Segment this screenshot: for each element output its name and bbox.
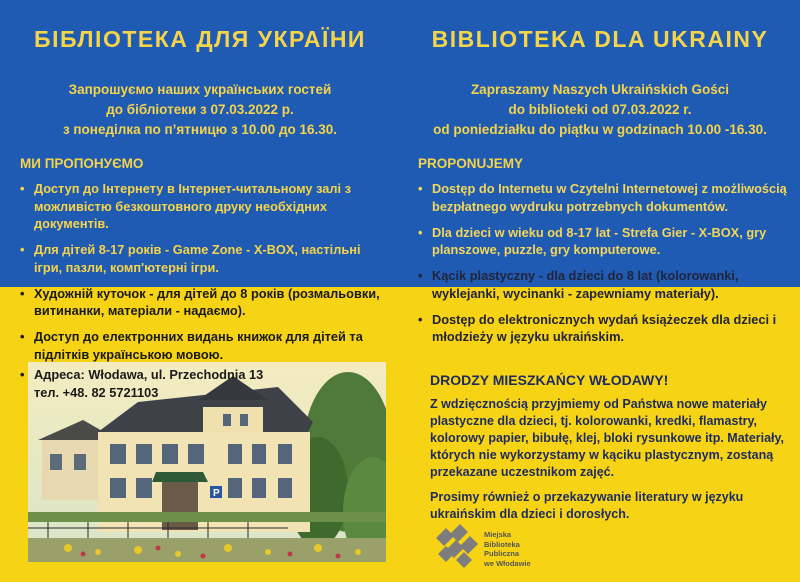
list-item: • Художній куточок - для дітей до 8 років (розмальовки, витинанки, матеріали - надаємо). xyxy=(20,285,390,320)
library-address: • Адреса: Włodawa, ul. Przechodnia 13 тел. +48. 82 5721103 xyxy=(20,366,290,401)
polish-offer-list xyxy=(418,180,790,354)
ukrainian-offer-list xyxy=(20,180,390,372)
list-item: • Kącik plastyczny - dla dzieci do 8 lat (kolorowanki, wyklejanki, wycinanki - zapewniamy materiały). xyxy=(418,267,790,302)
polish-offer-heading: PROPONUJEMY xyxy=(418,156,524,171)
ukrainian-intro: Запрошуємо наших українських гостей до бібліотеки з 07.03.2022 р. з понеділка по п’ятницю з 10.00 до 16.30. xyxy=(62,82,338,137)
list-item: • Dla dzieci w wieku od 8-17 lat - Strefa Gier - X-BOX, gry planszowe, puzzle, gry komputerowe. xyxy=(418,224,790,259)
ukrainian-title: БІБЛІОТЕКА ДЛЯ УКРАЇНИ xyxy=(34,26,366,52)
appeal-paragraph: Prosimy również o przekazywanie literatury w języku ukraińskim dla dzieci i dorosłych. xyxy=(430,490,744,521)
library-logo xyxy=(432,524,572,574)
list-item: • Dostęp do elektronicznych wydań książeczek dla dzieci i młodzieży w języku ukraińskim. xyxy=(418,311,790,346)
appeal-paragraph: Z wdzięcznością przyjmiemy od Państwa nowe materiały plastyczne dla dzieci, tj. kolorowanki, kredki, flamastry, kolorowy papier, bibułę, klej, bloki rysunkowe itp. Materiały, których nie wykorzystamy w kąciku plastycznym, zostaną przekazane uczestnikom zajęć. xyxy=(430,397,785,479)
library-logo-icon xyxy=(432,524,480,568)
list-item: • Доступ до електронних видань книжок для дітей та підлітків українською мовою. xyxy=(20,328,390,363)
appeal-section xyxy=(430,372,785,531)
appeal-heading: DRODZY MIESZKAŃCY WŁODAWY! xyxy=(430,372,669,388)
svg-text:P: P xyxy=(213,488,220,499)
library-logo-text: Miejska Biblioteka Publiczna we Włodawie xyxy=(484,530,531,568)
list-item: • Для дітей 8-17 років - Game Zone - X-BOX, настільні ігри, пазли, комп'ютерні ігри. xyxy=(20,241,390,276)
polish-title: BIBLIOTEKA DLA UKRAINY xyxy=(431,26,769,52)
list-item: • Dostęp do Internetu w Czytelni Internetowej z możliwością bezpłatnego wydruku potrzebnych dokumentów. xyxy=(418,180,790,215)
list-item: • Доступ до Інтернету в Інтернет-читальному залі з можливістю безкоштовного друку необхідних документів. xyxy=(20,180,390,233)
ukrainian-offer-heading: МИ ПРОПОНУЄМО xyxy=(20,156,144,171)
polish-intro: Zapraszamy Naszych Ukraińskich Gości do biblioteki od 07.03.2022 r. od poniedziałku do piątku w godzinach 10.00 -16.30. xyxy=(433,82,767,137)
